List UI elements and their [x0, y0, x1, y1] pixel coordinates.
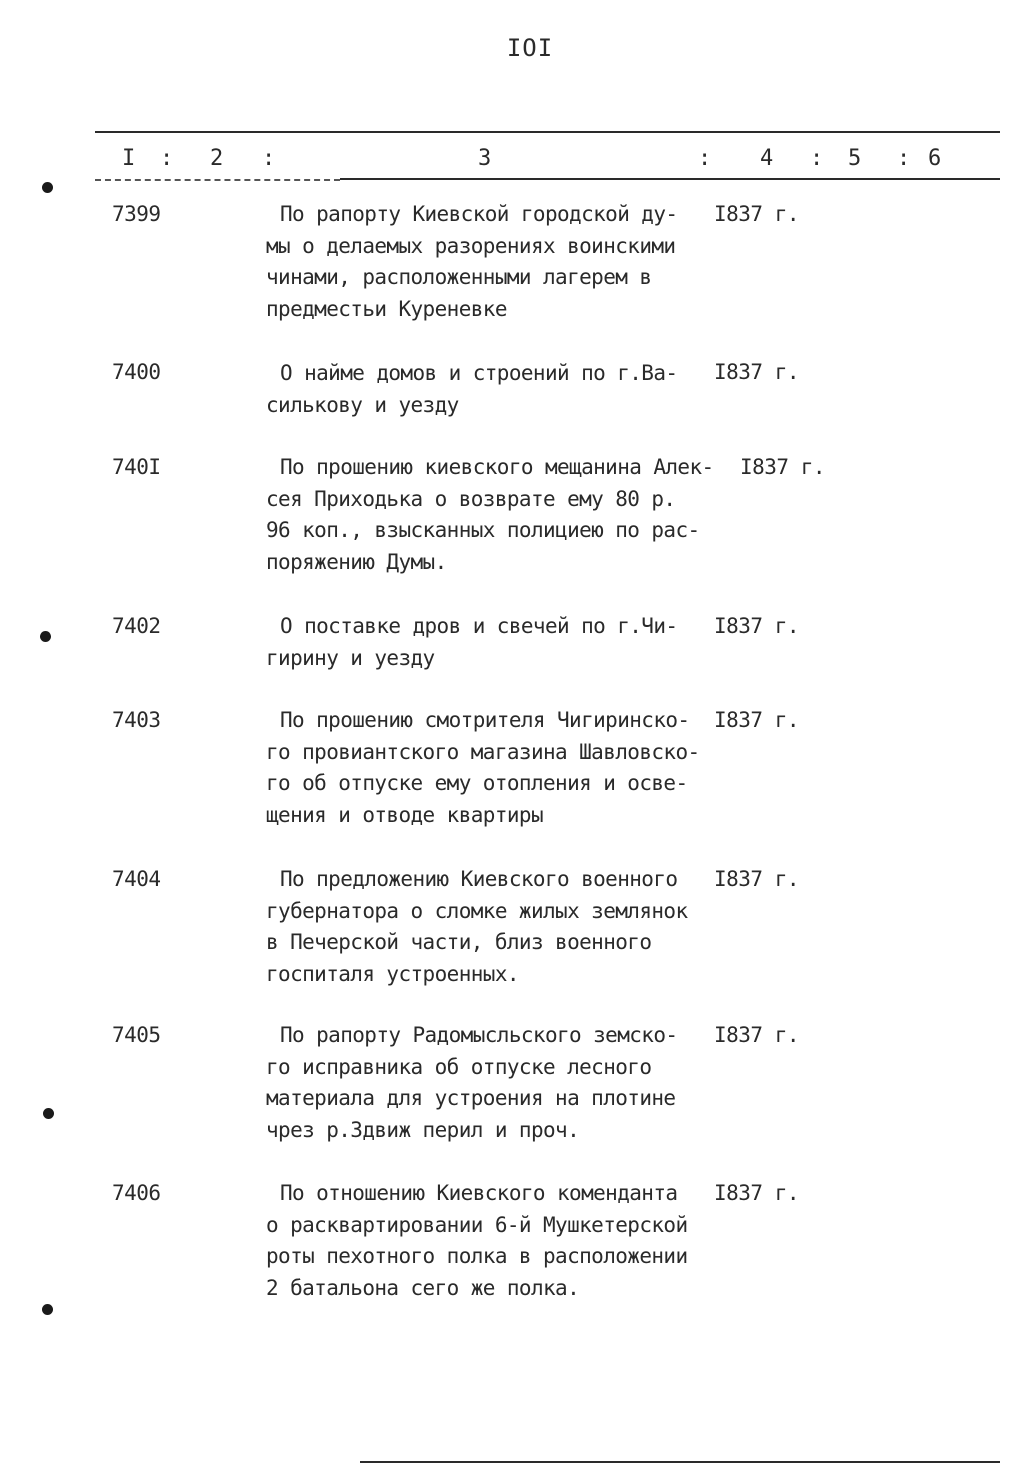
description-line: о расквартировании 6-й Мушкетерской — [266, 1212, 688, 1237]
entry-description — [266, 864, 736, 990]
bottom-rule — [360, 1461, 1000, 1463]
description-line: материала для устроения на плотине — [266, 1086, 676, 1110]
description-line: в Печерской части, близ военного — [266, 930, 652, 954]
entry-number: 7404 — [112, 867, 161, 891]
description-line: О найме домов и строений по г.Ва- — [280, 361, 678, 385]
entry-year: I837 г. — [714, 1181, 800, 1205]
entry-year: I837 г. — [714, 1023, 800, 1047]
description-line: сея Приходька о возврате ему 80 р. — [266, 486, 676, 511]
description-line: чрез р.Здвиж перил и проч. — [266, 1117, 580, 1142]
description-line: го исправника об отпуске лесного — [266, 1054, 652, 1079]
description-line: По отношению Киевского коменданта — [280, 1181, 678, 1205]
description-line: госпиталя устроенных. — [266, 961, 519, 986]
description-line: По прошению киевского мещанина Алек- — [280, 455, 714, 479]
header-rule — [340, 178, 1000, 180]
column-separator: : — [897, 146, 911, 171]
punch-hole — [42, 1304, 53, 1315]
description-line: мы о делаемых разорениях воинскими — [266, 233, 676, 258]
top-rule — [95, 131, 1000, 133]
column-separator: : — [160, 146, 174, 171]
description-line: 96 коп., взысканных полициею по рас- — [266, 518, 700, 542]
entry-number: 7403 — [112, 708, 161, 732]
entry-number: 7405 — [112, 1023, 161, 1047]
entry-number: 7399 — [112, 202, 161, 226]
description-line: чинами, расположенными лагерем в — [266, 265, 652, 289]
description-line: По рапорту Киевской городской ду- — [280, 202, 678, 226]
entry-year: I837 г. — [714, 708, 800, 732]
entry-year: I837 г. — [714, 202, 800, 226]
description-line: О поставке дров и свечей по г.Чи- — [280, 614, 678, 638]
description-line: гирину и уезду — [266, 645, 435, 670]
page-number: IOI — [506, 34, 554, 62]
entry-year: I837 г. — [740, 455, 826, 479]
description-line: По предложению Киевского военного — [280, 867, 678, 891]
column-separator: : — [698, 146, 712, 171]
entry-description — [266, 452, 736, 578]
entry-description — [266, 611, 736, 674]
column-header-4: 4 — [760, 146, 774, 171]
column-header-2: 2 — [210, 146, 224, 171]
description-line: губернатора о сломке жилых землянок — [266, 898, 688, 923]
column-header-3: 3 — [478, 146, 492, 171]
punch-hole — [40, 631, 51, 642]
description-line: го провиантского магазина Шавловско- — [266, 739, 700, 764]
entry-number: 7400 — [112, 360, 161, 384]
description-line: силькову и уезду — [266, 392, 459, 417]
column-header-1: I — [122, 146, 136, 171]
column-header-5: 5 — [848, 146, 862, 171]
description-line: го об отпуске ему отопления и осве- — [266, 771, 688, 795]
description-line: поряжению Думы. — [266, 549, 447, 574]
entry-description — [266, 1020, 736, 1146]
entry-description — [266, 1178, 736, 1304]
column-separator: : — [262, 146, 276, 171]
entry-year: I837 г. — [714, 614, 800, 638]
punch-hole — [43, 1108, 54, 1119]
entry-number: 7406 — [112, 1181, 161, 1205]
description-line: щения и отводе квартиры — [266, 802, 543, 827]
entry-description — [266, 705, 736, 831]
description-line: предместьи Куреневке — [266, 296, 507, 321]
entry-description — [266, 358, 736, 421]
header-rule-dashed — [95, 179, 340, 181]
entry-number: 7402 — [112, 614, 161, 638]
entry-year: I837 г. — [714, 867, 800, 891]
entry-year: I837 г. — [714, 360, 800, 384]
punch-hole — [42, 182, 53, 193]
description-line: По рапорту Радомысльского земско- — [280, 1023, 678, 1047]
description-line: роты пехотного полка в расположении — [266, 1244, 688, 1268]
column-header-6: 6 — [928, 146, 942, 171]
entry-description — [266, 199, 736, 325]
description-line: По прошению смотрителя Чигиринско- — [280, 708, 690, 732]
column-separator: : — [810, 146, 824, 171]
description-line: 2 батальона сего же полка. — [266, 1275, 580, 1300]
entry-number: 740I — [112, 455, 161, 479]
